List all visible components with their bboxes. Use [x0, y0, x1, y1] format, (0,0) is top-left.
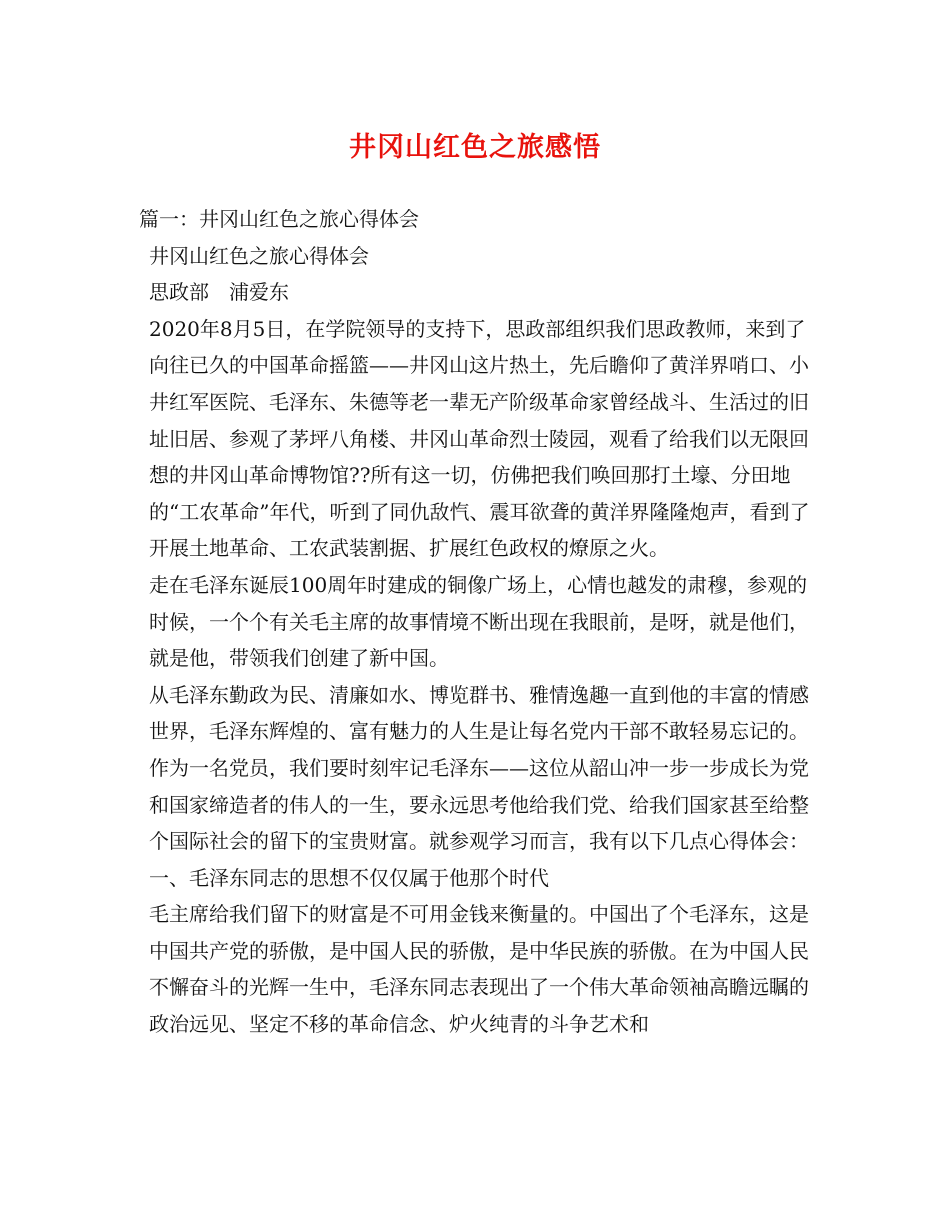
subsection-heading: 一、毛泽东同志的思想不仅仅属于他那个时代 — [149, 865, 549, 890]
paragraph: 2020年8月5日，在学院领导的支持下，思政部组织我们思政教师，来到了向往已久的中国革命摇篮——井冈山这片热土，先后瞻仰了黄洋界哨口、小井红军医院、毛泽东、朱德等老一辈无产阶级革命家曾经战斗、生活过的旧址旧居、参观了茅坪八角楼、井冈山革命烈士陵园，观看了给我们以无限回想的井冈山革命博物馆??所有这一切，仿佛把我们唤回那打土壕、分田地的“工农革命”年代，听到了同仇敌忾、震耳欲聋的黄洋界隆隆炮声，看到了开展土地革命、工农武装割据、扩展红色政权的燎原之火。 — [149, 316, 810, 561]
article-title: 井冈山红色之旅心得体会 — [149, 243, 369, 268]
document-body — [139, 201, 821, 1043]
paragraph: 走在毛泽东诞辰100周年时建成的铜像广场上，心情也越发的肃穆，参观的时候，一个个有关毛主席的故事情境不断出现在我眼前，是呀，就是他们，就是他，带领我们创建了新中国。 — [149, 572, 809, 671]
document-title: 井冈山红色之旅感悟 — [349, 132, 601, 163]
paragraph: 毛主席给我们留下的财富是不可用金钱来衡量的。中国出了个毛泽东，这是中国共产党的骄傲，是中国人民的骄傲，是中华民族的骄傲。在为中国人民不懈奋斗的光辉一生中，毛泽东同志表现出了一个伟大革命领袖高瞻远瞩的政治远见、坚定不移的革命信念、炉火纯青的斗争艺术和 — [149, 902, 809, 1037]
author-line: 思政部 浦爱东 — [149, 280, 289, 305]
paragraph: 从毛泽东勤政为民、清廉如水、博览群书、雅情逸趣一直到他的丰富的情感世界，毛泽东辉煌的、富有魅力的人生是让每名党内干部不敢轻易忘记的。作为一名党员，我们要时刻牢记毛泽东——这位从韶山冲一步一步成长为党和国家缔造者的伟人的一生，要永远思考他给我们党、给我们国家甚至给整个国际社会的留下的宝贵财富。就参观学习而言，我有以下几点心得体会： — [149, 682, 809, 854]
section-heading: 篇一：井冈山红色之旅心得体会 — [139, 207, 419, 231]
